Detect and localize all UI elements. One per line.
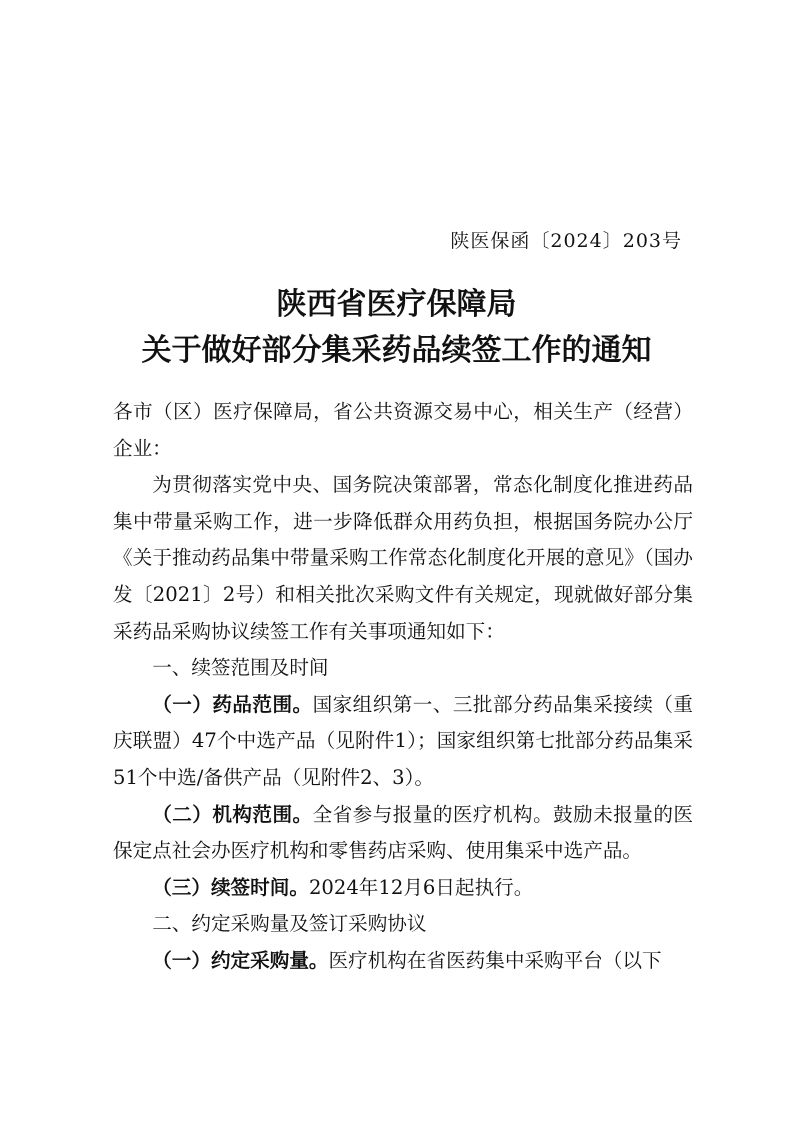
title-line-subject: 关于做好部分集采药品续签工作的通知 xyxy=(141,333,652,368)
document-title xyxy=(0,282,793,374)
paragraph-lead: （三）续签时间。 xyxy=(152,875,309,899)
paragraph-text: 全省参与报量的医疗机构。鼓励未报量的医保定点社会办医疗机构和零售药店采购、使用集采中选产品。 xyxy=(113,802,693,863)
paragraph-procurement-volume xyxy=(113,943,693,980)
title-line-issuer: 陕西省医疗保障局 xyxy=(276,287,517,322)
paragraph-lead: （二）机构范围。 xyxy=(152,802,313,826)
section-heading-scope: 一、续签范围及时间 xyxy=(152,656,329,680)
salutation: 各市（区）医疗保障局，省公共资源交易中心，相关生产（经营）企业： xyxy=(113,400,693,460)
paragraph-lead: （一）约定采购量。 xyxy=(152,948,329,972)
section-heading-agreement: 二、约定采购量及签订采购协议 xyxy=(152,912,427,936)
paragraph-lead: （一）药品范围。 xyxy=(152,692,313,716)
paragraph-text: 国家组织第一、三批部分药品集采接续（重庆联盟）47个中选产品（见附件1）；国家组织第七批部分药品集采51个中选/备供产品（见附件2、3）。 xyxy=(113,692,693,789)
document-body xyxy=(113,394,693,980)
paragraph-text: 医疗机构在省医药集中采购平台（以下 xyxy=(328,948,662,972)
document-number: 陕医保函〔2024〕203号 xyxy=(450,230,682,252)
paragraph-institution-scope xyxy=(113,797,693,870)
intro-paragraph: 为贯彻落实党中央、国务院决策部署，常态化制度化推进药品集中带量采购工作，进一步降低群众用药负担，根据国务院办公厅《关于推动药品集中带量采购工作常态化制度化开展的意见》（国办发〔2021〕2号）和相关批次采购文件有关规定，现就做好部分集采药品采购协议续签工作有关事项通知如下： xyxy=(113,473,693,643)
paragraph-renewal-time xyxy=(113,870,693,907)
paragraph-drug-scope xyxy=(113,687,693,797)
paragraph-text: 2024年12月6日起执行。 xyxy=(308,875,534,899)
